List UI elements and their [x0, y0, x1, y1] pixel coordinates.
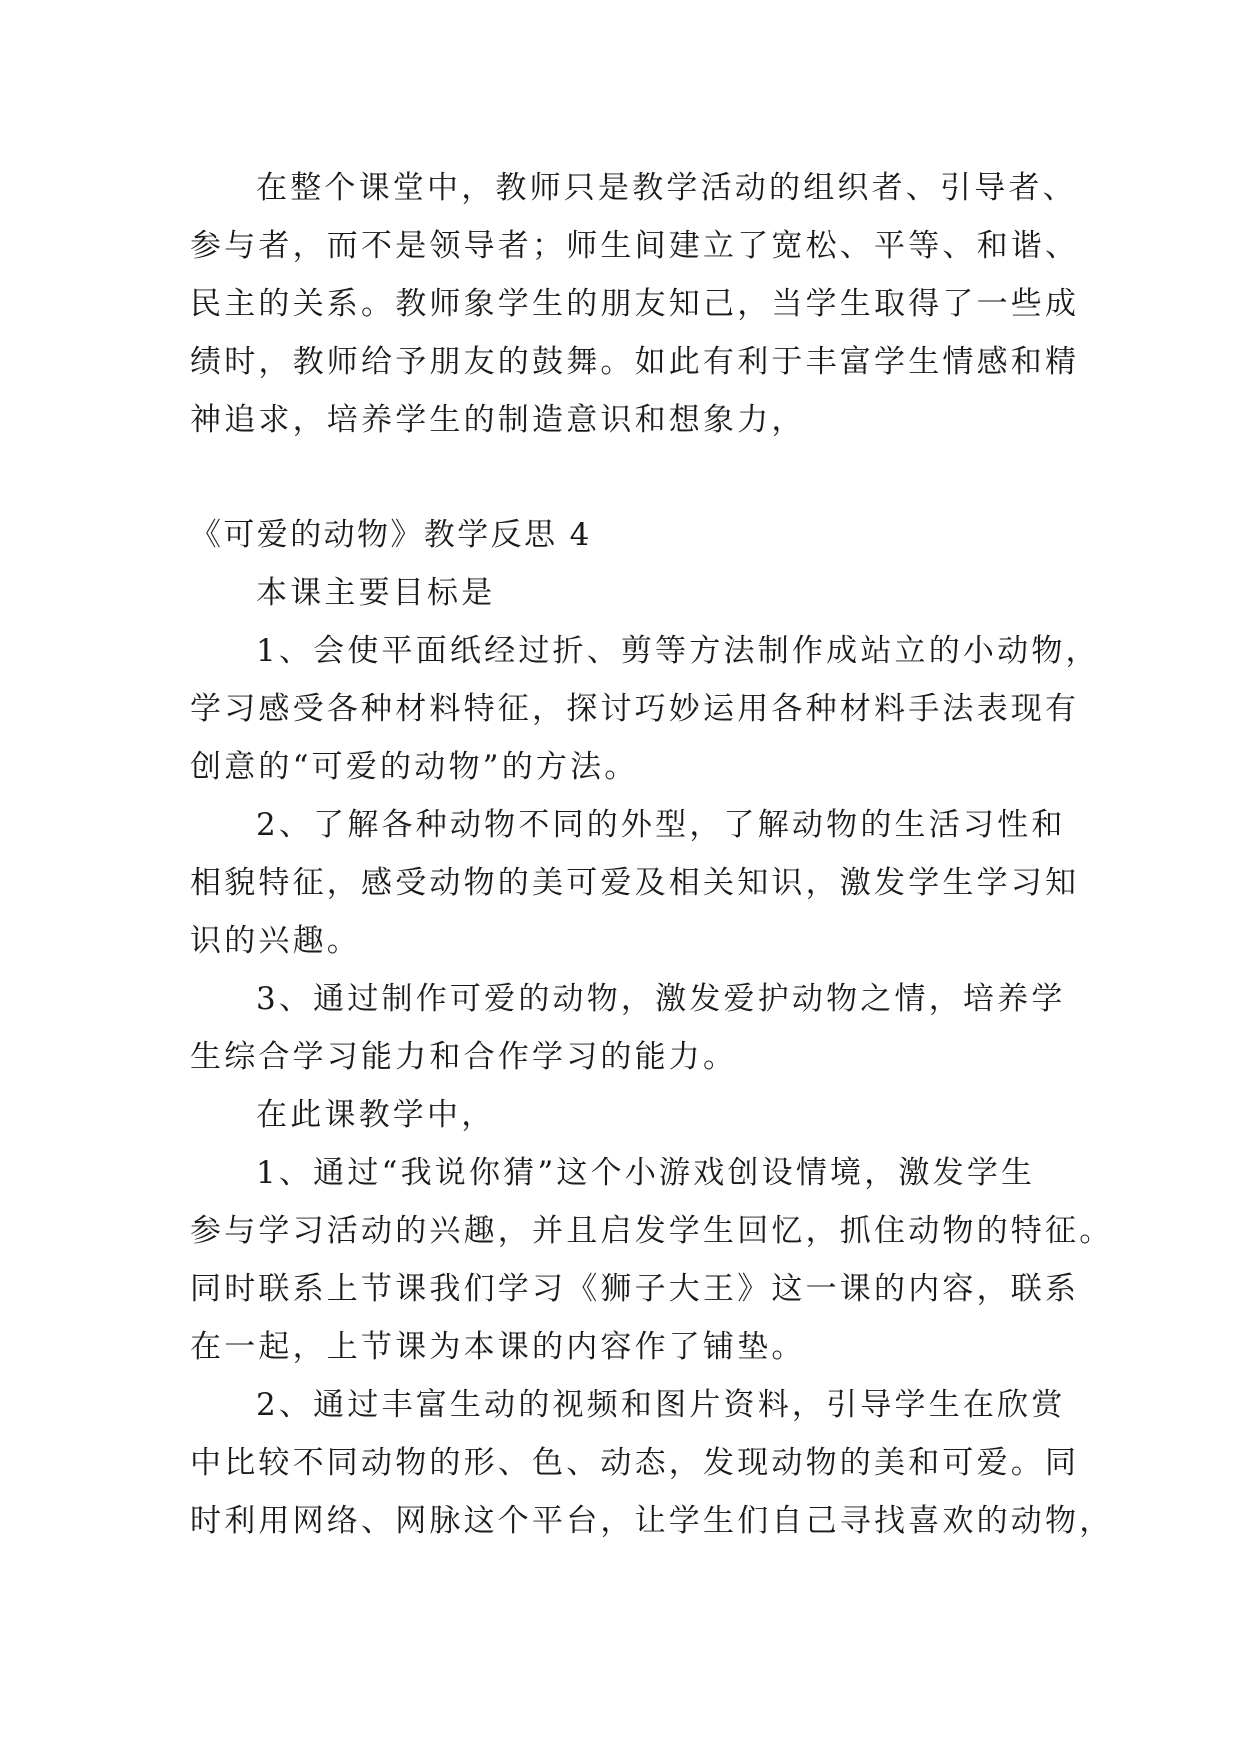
paragraph-1-line-3: 民主的关系。教师象学生的朋友知己，当学生取得了一些成 [190, 286, 1080, 322]
goal-3-line-2: 生综合学习能力和合作学习的能力。 [190, 1039, 738, 1075]
goal-2-line-3: 识的兴趣。 [190, 923, 361, 959]
paragraph-1-line-5: 神追求，培养学生的制造意识和想象力， [190, 402, 806, 438]
point-2-line-3: 时利用网络、网脉这个平台，让学生们自己寻找喜欢的动物， [190, 1503, 1114, 1539]
goals-intro: 本课主要目标是 [256, 575, 496, 611]
goal-1-line-2: 学习感受各种材料特征，探讨巧妙运用各种材料手法表现有 [190, 691, 1080, 727]
section-title: 《可爱的动物》教学反思 4 [190, 517, 592, 553]
teaching-intro: 在此课教学中， [256, 1097, 496, 1133]
point-2-line-1: 2、通过丰富生动的视频和图片资料，引导学生在欣赏 [256, 1387, 1066, 1423]
goal-2-line-2: 相貌特征，感受动物的美可爱及相关知识，激发学生学习知 [190, 865, 1080, 901]
goal-1-line-1: 1、会使平面纸经过折、剪等方法制作成站立的小动物， [256, 633, 1100, 669]
point-1-line-2: 参与学习活动的兴趣，并且启发学生回忆，抓住动物的特征。 [190, 1213, 1114, 1249]
paragraph-1-line-1: 在整个课堂中，教师只是教学活动的组织者、引导者、 [256, 170, 1077, 206]
point-1-line-4: 在一起，上节课为本课的内容作了铺垫。 [190, 1329, 806, 1365]
goal-3-line-1: 3、通过制作可爱的动物，激发爱护动物之情，培养学 [256, 981, 1066, 1017]
paragraph-1-line-2: 参与者，而不是领导者；师生间建立了宽松、平等、和谐、 [190, 228, 1080, 264]
paragraph-1-line-4: 绩时，教师给予朋友的鼓舞。如此有利于丰富学生情感和精 [190, 344, 1080, 380]
goal-2-line-1: 2、了解各种动物不同的外型，了解动物的生活习性和 [256, 807, 1066, 843]
point-2-line-2: 中比较不同动物的形、色、动态，发现动物的美和可爱。同 [190, 1445, 1080, 1481]
point-1-line-3: 同时联系上节课我们学习《狮子大王》这一课的内容，联系 [190, 1271, 1080, 1307]
goal-1-line-3: 创意的“可爱的动物”的方法。 [190, 749, 639, 785]
point-1-line-1: 1、通过“我说你猜”这个小游戏创设情境，激发学生 [256, 1155, 1036, 1191]
